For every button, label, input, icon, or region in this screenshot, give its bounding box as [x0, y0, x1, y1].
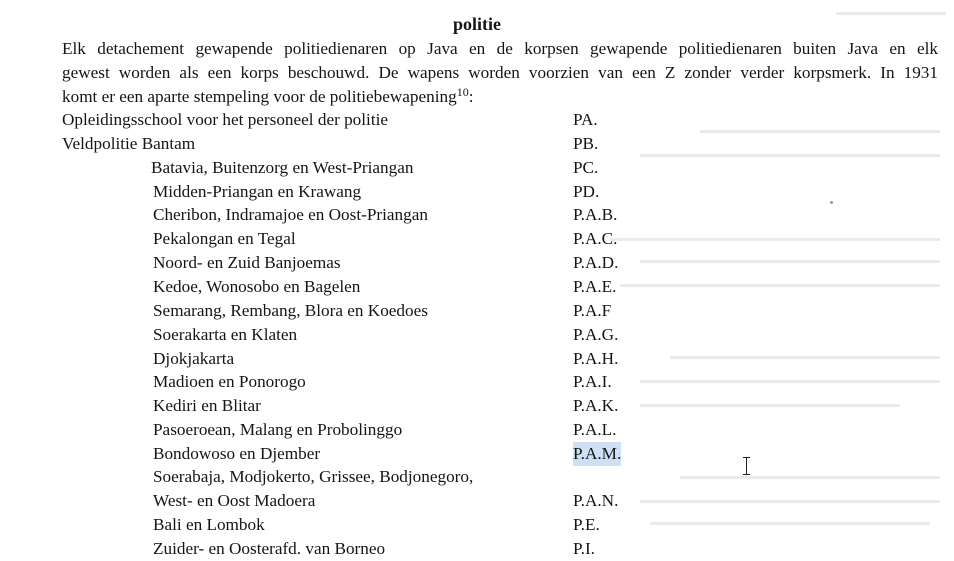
region-name: Bondowoso en Djember: [153, 444, 321, 463]
page-title: politie: [453, 14, 501, 34]
list-item: [0, 442, 954, 466]
intro-line: Elk detachement gewapende politiedienaren op Java en de korpsen gewapende politiedienaren buiten Java en elk: [62, 39, 938, 58]
footnote-marker: 10: [456, 85, 469, 99]
list-item: [0, 275, 954, 299]
region-name: Veldpolitie Bantam: [62, 134, 196, 153]
stamp-code: P.A.D.: [573, 253, 619, 272]
list-item: [0, 108, 954, 132]
list-item: [0, 370, 954, 394]
stamp-code: P.A.K.: [573, 396, 619, 415]
intro-line: gewest worden als een korps beschouwd. De wapens worden voorzien van een Z zonder verder korpsmerk. In 1931: [62, 63, 938, 82]
stamp-code: P.A.B.: [573, 205, 618, 224]
text-cursor-icon: [741, 457, 753, 475]
list-item: [0, 489, 954, 513]
region-name: Madioen en Ponorogo: [153, 372, 306, 391]
intro-paragraph: [62, 37, 938, 109]
list-item: [0, 227, 954, 251]
list-item: [0, 394, 954, 418]
stamp-code: P.A.G.: [573, 325, 619, 344]
stamp-code: PC.: [573, 158, 599, 177]
region-name: Djokjakarta: [153, 349, 235, 368]
region-name: Pekalongan en Tegal: [153, 229, 296, 248]
region-name: Bali en Lombok: [153, 515, 265, 534]
selected-stamp-code: P.A.M.: [573, 442, 621, 466]
stamp-code: P.A.L.: [573, 420, 617, 439]
list-item: [0, 251, 954, 275]
list-item: [0, 180, 954, 204]
list-item: [0, 299, 954, 323]
intro-line-text: komt er een aparte stempeling voor de politiebewapening: [62, 87, 457, 106]
list-item: [0, 156, 954, 180]
stamp-code: P.A.C.: [573, 229, 618, 248]
intro-line: [62, 85, 938, 109]
region-name: West- en Oost Madoera: [153, 491, 316, 510]
list-item: [0, 132, 954, 156]
region-name: Noord- en Zuid Banjoemas: [153, 253, 341, 272]
stamp-code: P.A.N.: [573, 491, 619, 510]
stamp-code: P.I.: [573, 539, 595, 558]
list-item: [0, 323, 954, 347]
stamp-code: P.A.I.: [573, 372, 612, 391]
list-item: [0, 418, 954, 442]
region-name: Semarang, Rembang, Blora en Koedoes: [153, 301, 428, 320]
region-name: Kedoe, Wonosobo en Bagelen: [153, 277, 361, 296]
intro-line-end: :: [468, 87, 474, 106]
list-item: [0, 513, 954, 537]
region-name: Zuider- en Oosterafd. van Borneo: [153, 539, 386, 558]
stamp-code: PD.: [573, 182, 600, 201]
stamp-code: P.A.F: [573, 301, 612, 320]
region-name: Pasoeroean, Malang en Probolinggo: [153, 420, 403, 439]
region-name: Midden-Priangan en Krawang: [153, 182, 362, 201]
list-item: [0, 537, 954, 561]
list-item: [0, 347, 954, 371]
stamp-code: P.A.E.: [573, 277, 617, 296]
stamp-code: PB.: [573, 134, 599, 153]
region-name: Soerakarta en Klaten: [153, 325, 298, 344]
list-item: [0, 465, 954, 489]
region-name: Cheribon, Indramajoe en Oost-Priangan: [153, 205, 428, 224]
stamp-code: P.A.H.: [573, 349, 619, 368]
region-name: Kediri en Blitar: [153, 396, 261, 415]
stamp-code: PA.: [573, 110, 598, 129]
region-name: Soerabaja, Modjokerto, Grissee, Bodjonegoro,: [153, 467, 474, 486]
region-name: Opleidingsschool voor het personeel der politie: [62, 110, 389, 129]
region-name: Batavia, Buitenzorg en West-Priangan: [151, 158, 414, 177]
stamp-code: P.E.: [573, 515, 600, 534]
list-item: [0, 203, 954, 227]
